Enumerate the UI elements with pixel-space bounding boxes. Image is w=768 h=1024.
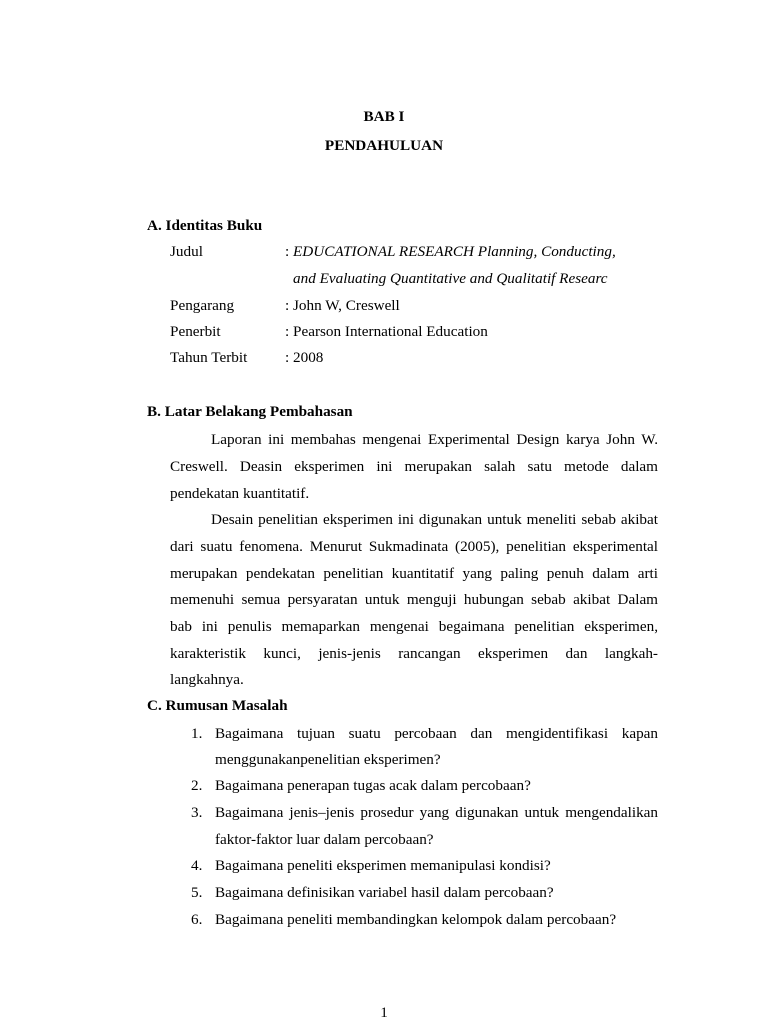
- pengarang-label: Pengarang: [170, 297, 235, 314]
- chapter-title: PENDAHULUAN: [324, 137, 444, 154]
- list-item: Bagaimana penerapan tugas acak dalam percobaan?: [215, 777, 531, 794]
- paragraph-line: langkahnya.: [170, 671, 244, 688]
- list-item-number: 3.: [191, 804, 203, 821]
- penerbit-value: : Pearson International Education: [285, 323, 488, 340]
- section-c-heading: C. Rumusan Masalah: [147, 697, 288, 714]
- list-item: Bagaimana definisikan variabel hasil dalam percobaan?: [215, 884, 554, 901]
- list-item: menggunakanpenelitian eksperimen?: [215, 751, 441, 768]
- judul-title: EDUCATIONAL RESEARCH Planning, Conducting,: [293, 243, 616, 260]
- paragraph-line: Laporan ini membahas mengenai Experimental Design karya John W.: [211, 431, 658, 448]
- list-item-number: 5.: [191, 884, 203, 901]
- judul-value: [285, 243, 616, 261]
- list-item: Bagaimana tujuan suatu percobaan dan mengidentifikasi kapan: [215, 725, 658, 742]
- pengarang-value: : John W, Creswell: [285, 297, 400, 314]
- judul-label: Judul: [170, 243, 203, 260]
- paragraph-line: dari suatu fenomena. Menurut Sukmadinata (2005), penelitian eksperimental: [170, 538, 658, 555]
- list-item-number: 4.: [191, 857, 203, 874]
- section-a-heading: A. Identitas Buku: [147, 217, 263, 234]
- paragraph-line: karakteristik kunci, jenis-jenis rancangan eksperimen dan langkah-: [170, 645, 658, 662]
- paragraph-line: memenuhi semua persyaratan untuk menguji hubungan sebab akibat Dalam: [170, 591, 658, 608]
- list-item-number: 2.: [191, 777, 203, 794]
- list-item: Bagaimana peneliti eksperimen memanipulasi kondisi?: [215, 857, 551, 874]
- list-item: Bagaimana peneliti membandingkan kelompok dalam percobaan?: [215, 911, 617, 928]
- section-b-heading: B. Latar Belakang Pembahasan: [147, 403, 353, 420]
- list-item-number: 6.: [191, 911, 203, 928]
- paragraph-line: bab ini penulis memaparkan mengenai begaimana penelitian eksperimen,: [170, 618, 658, 635]
- tahun-terbit-value: : 2008: [285, 349, 324, 366]
- paragraph-line: pendekatan kuantitatif.: [170, 485, 310, 502]
- list-item: Bagaimana jenis–jenis prosedur yang digunakan untuk mengendalikan: [215, 804, 658, 821]
- paragraph-line: Creswell. Deasin eksperimen ini merupakan salah satu metode dalam: [170, 458, 658, 475]
- penerbit-label: Penerbit: [170, 323, 221, 340]
- tahun-terbit-label: Tahun Terbit: [170, 349, 248, 366]
- list-item: faktor-faktor luar dalam percobaan?: [215, 831, 434, 848]
- chapter-label: BAB I: [363, 108, 405, 125]
- paragraph-line: Desain penelitian eksperimen ini digunakan untuk meneliti sebab akibat: [211, 511, 658, 528]
- paragraph-line: merupakan pendekatan penelitian kuantitatif yang paling penuh dalam arti: [170, 565, 658, 582]
- page-number: 1: [380, 1004, 388, 1021]
- list-item-number: 1.: [191, 725, 203, 742]
- judul-title-continued: and Evaluating Quantitative and Qualitatif Researc: [293, 270, 608, 287]
- judul-colon: :: [285, 243, 294, 260]
